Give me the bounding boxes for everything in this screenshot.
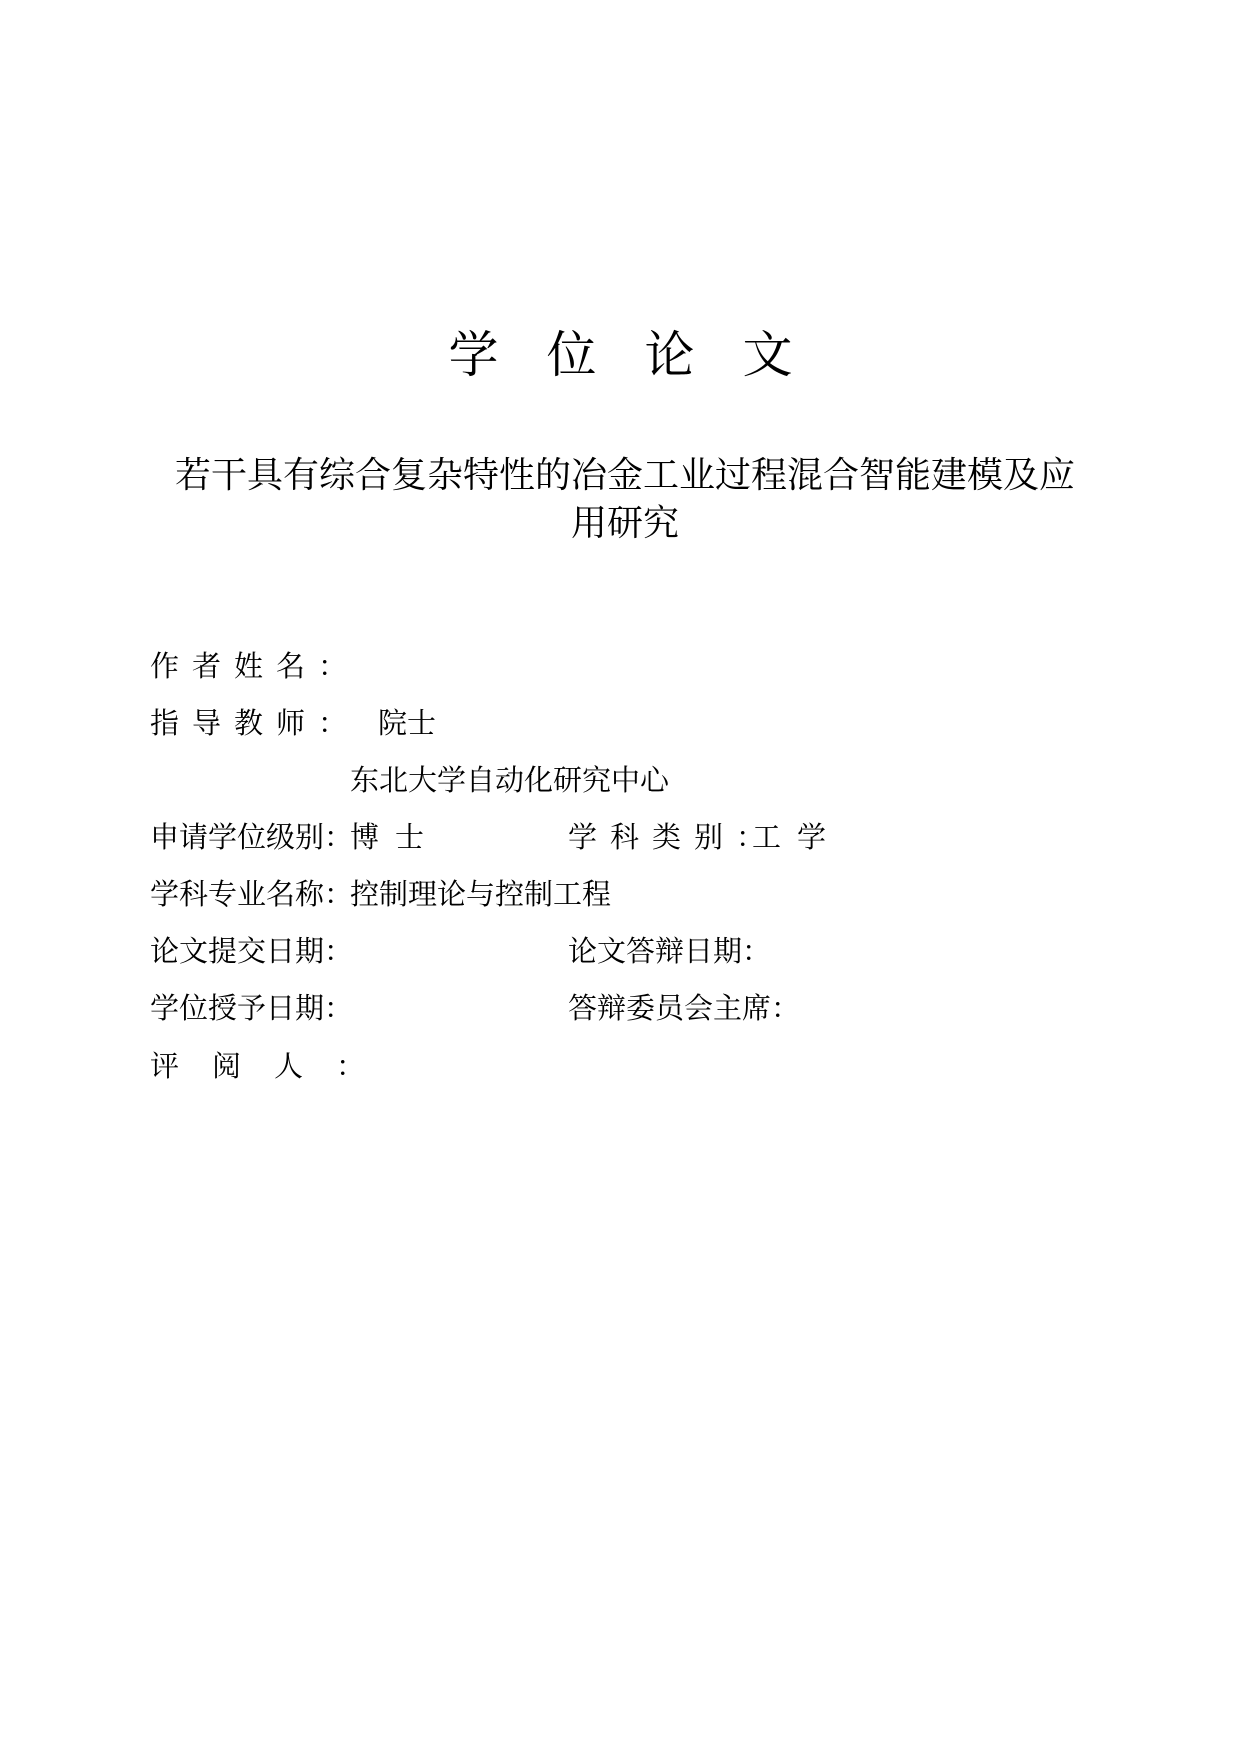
- advisor-affiliation: 东北大学自动化研究中心: [350, 763, 670, 797]
- document-type-heading: 学位论文: [448, 326, 841, 384]
- discipline-category-label: 学科类别：: [568, 820, 779, 854]
- advisor-title: 院士: [378, 706, 437, 740]
- author-label: 作者姓名：: [150, 649, 361, 683]
- defense-date-label: 论文答辩日期：: [568, 934, 772, 968]
- major-value: 控制理论与控制工程: [350, 877, 612, 911]
- thesis-title: [150, 452, 1100, 548]
- degree-level-value: 博士: [350, 820, 441, 854]
- advisor-label: 指导教师：: [150, 706, 361, 740]
- discipline-category-value: 工学: [752, 820, 843, 854]
- award-date-label: 学位授予日期：: [150, 991, 354, 1025]
- thesis-title-line-1: 若干具有综合复杂特性的冶金工业过程混合智能建模及应: [174, 455, 1075, 496]
- degree-level-label: 申请学位级别：: [150, 820, 354, 854]
- major-label: 学科专业名称：: [150, 877, 354, 911]
- thesis-title-line-2: 用研究: [570, 503, 679, 544]
- submit-date-label: 论文提交日期：: [150, 934, 354, 968]
- reviewer-label: 评阅人：: [150, 1049, 399, 1083]
- committee-chair-label: 答辩委员会主席：: [568, 991, 801, 1025]
